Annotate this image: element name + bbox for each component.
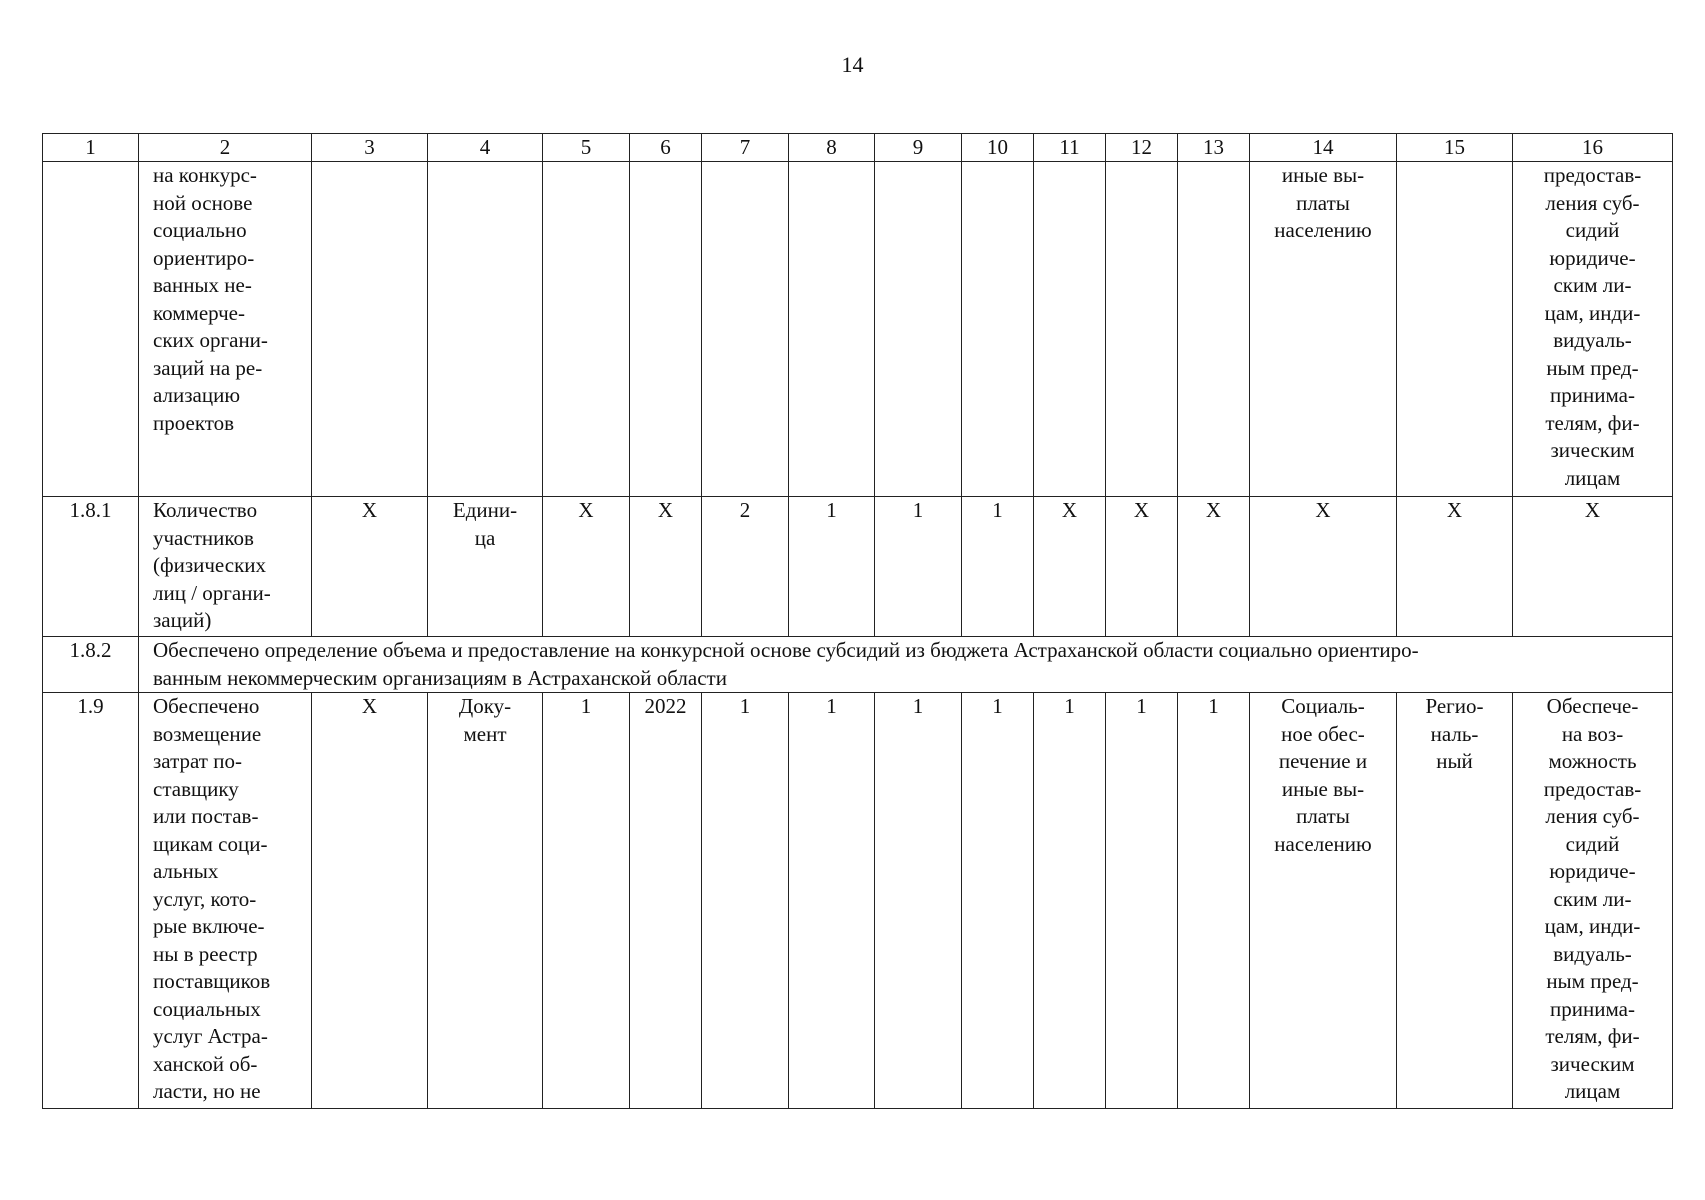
table-cell: 1 (875, 497, 962, 637)
table-cell: 1 (789, 497, 875, 637)
indicator-name: Количество участников (физических лиц / органи- заций) (139, 497, 312, 637)
indicator-name: Обеспечено возмещение затрат по- ставщику или постав- щикам соци- альных услуг, кото- рые включе- ны в реестр поставщиков социальных услуг Астра- ханской об- ласти, но не (139, 693, 312, 1109)
table-cell (1397, 162, 1513, 497)
column-number: 1 (43, 134, 139, 162)
table-cell: 1 (962, 497, 1034, 637)
row-number: 1.8.1 (43, 497, 139, 637)
table-cell: Х (1106, 497, 1178, 637)
column-number: 6 (630, 134, 702, 162)
table-cell: Х (312, 693, 428, 1109)
table-cell: Х (1178, 497, 1250, 637)
table-cell: 1 (543, 693, 630, 1109)
table-cell (1034, 162, 1106, 497)
table-cell (630, 162, 702, 497)
column-number: 16 (1513, 134, 1673, 162)
table-cell (43, 162, 139, 497)
column-number: 8 (789, 134, 875, 162)
column-number: 14 (1250, 134, 1397, 162)
table-cell: 1 (1034, 693, 1106, 1109)
table-cell (789, 162, 875, 497)
table-cell: 1 (875, 693, 962, 1109)
table-row-1-8-1 (43, 497, 1673, 637)
table-cell: 1 (789, 693, 875, 1109)
table-row-1-8-2 (43, 637, 1673, 693)
table-cell: 1 (702, 693, 789, 1109)
table-cell: 1 (1106, 693, 1178, 1109)
column-number: 12 (1106, 134, 1178, 162)
column-number: 15 (1397, 134, 1513, 162)
table-cell: 1 (1178, 693, 1250, 1109)
table-cell: иные вы- платы населению (1250, 162, 1397, 497)
table-cell: 2022 (630, 693, 702, 1109)
table-cell: Х (1397, 497, 1513, 637)
row-number: 1.9 (43, 693, 139, 1109)
column-number: 11 (1034, 134, 1106, 162)
table-cell (1178, 162, 1250, 497)
table-cell: 2 (702, 497, 789, 637)
table-row-continuation (43, 162, 1673, 497)
column-number: 7 (702, 134, 789, 162)
table-cell: на конкурс- ной основе социально ориентиро- ванных не- коммерче- ских органи- заций на ре- ализацию проектов (139, 162, 312, 497)
column-number: 10 (962, 134, 1034, 162)
table-cell: Х (1250, 497, 1397, 637)
column-number: 13 (1178, 134, 1250, 162)
unit-cell: Едини- ца (428, 497, 543, 637)
table-cell: Обеспече- на воз- можность предостав- ления суб- сидий юридиче- ским ли- цам, инди- видуаль- ным пред- принима- телям, фи- зическим лицам (1513, 693, 1673, 1109)
table-cell: Х (312, 497, 428, 637)
row-number: 1.8.2 (43, 637, 139, 693)
table-cell: предостав- ления суб- сидий юридиче- ским ли- цам, инди- видуаль- ным пред- принима- телям, фи- зическим лицам (1513, 162, 1673, 497)
column-number: 5 (543, 134, 630, 162)
column-number: 9 (875, 134, 962, 162)
table-row-1-9 (43, 693, 1673, 1109)
table-cell (875, 162, 962, 497)
table-cell (543, 162, 630, 497)
column-number: 3 (312, 134, 428, 162)
table-cell: Х (630, 497, 702, 637)
unit-cell: Доку- мент (428, 693, 543, 1109)
page-number: 14 (841, 52, 864, 77)
table-cell: Х (1513, 497, 1673, 637)
table-cell: Х (543, 497, 630, 637)
table-cell: Социаль- ное обес- печение и иные вы- платы населению (1250, 693, 1397, 1109)
table-cell (312, 162, 428, 497)
table-cell (962, 162, 1034, 497)
table-cell: Регио- наль- ный (1397, 693, 1513, 1109)
table-cell (1106, 162, 1178, 497)
table-cell: 1 (962, 693, 1034, 1109)
column-number: 4 (428, 134, 543, 162)
indicators-table (42, 133, 1673, 1109)
merged-description-cell: Обеспечено определение объема и предоставление на конкурсной основе субсидий из бюджета Астраханской области социально ориентиро- ванным некоммерческим организациям в Астраханской области (139, 637, 1673, 693)
column-number: 2 (139, 134, 312, 162)
table-cell: Х (1034, 497, 1106, 637)
table-cell (428, 162, 543, 497)
column-number-row (43, 134, 1673, 162)
table-cell (702, 162, 789, 497)
